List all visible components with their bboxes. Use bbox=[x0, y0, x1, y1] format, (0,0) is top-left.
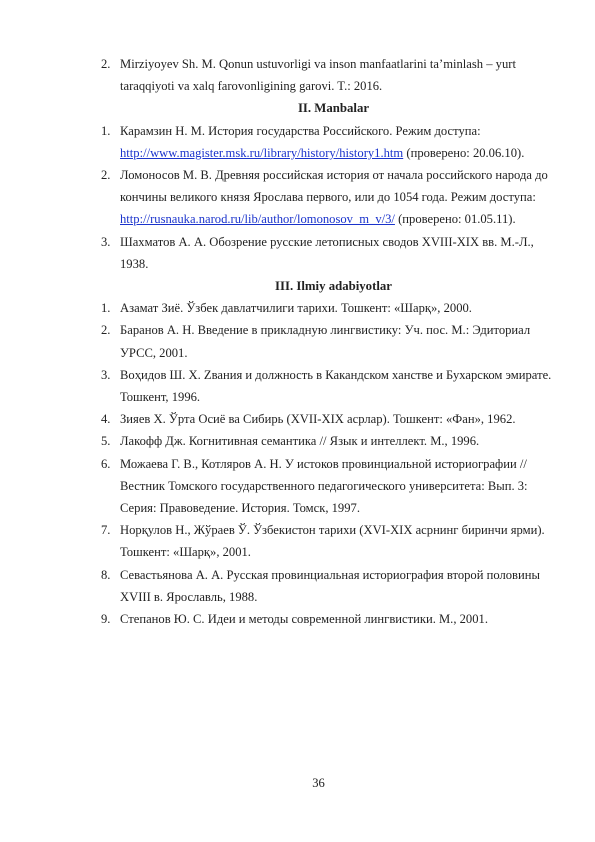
item-number: 1. bbox=[101, 301, 111, 316]
item-number: 8. bbox=[101, 567, 111, 582]
item-text-suffix: (проверено: 20.06.10). bbox=[403, 145, 525, 160]
list-item bbox=[0, 453, 595, 520]
page-number: 36 bbox=[312, 776, 325, 790]
item-number: 2. bbox=[101, 57, 111, 71]
item-number: 1. bbox=[101, 123, 111, 138]
item-number: 2. bbox=[101, 323, 111, 338]
item-text: Севастьянова А. А. Русская провинциальная историография второй половины XVIII в. Ярославль, 1988. bbox=[120, 567, 540, 604]
item-number: 5. bbox=[101, 434, 111, 449]
item-text: Степанов Ю. С. Идеи и методы современной лингвистики. М., 2001. bbox=[120, 612, 488, 627]
list-item bbox=[0, 231, 595, 275]
item-number: 3. bbox=[101, 367, 111, 382]
list-item bbox=[0, 120, 595, 164]
item-text: Норқулов Н., Жўраев Ў. Ўзбекистон тарихи (XVI-XIX асрнинг биринчи ярми). Тошкент: «Шарқ», 2001. bbox=[120, 523, 545, 560]
item-text: Баранов А. Н. Введение в прикладную лингвистику: Уч. пос. М.: Эдиториал УРСС, 2001. bbox=[120, 323, 531, 360]
section-heading-literature: III. Ilmiy adabiyotlar bbox=[275, 279, 392, 294]
item-number: 7. bbox=[101, 523, 111, 538]
item-text: Карамзин Н. М. История государства Российского. Режим доступа: bbox=[120, 123, 481, 138]
item-text: Mirziyoyev Sh. M. Qonun ustuvorligi va inson manfaatlarini ta’minlash – yurt taraqqiyoti va xalq farovonligining garovi. T.: 2016. bbox=[120, 57, 516, 94]
list-item bbox=[0, 564, 595, 608]
list-item bbox=[0, 608, 595, 630]
list-item bbox=[0, 297, 595, 319]
item-text: Ломоносов М. В. Древняя российская история от начала российского народа до кончины великого князя Ярослава первого, или до 1054 года. Режим доступа: bbox=[120, 168, 548, 205]
item-text: Лакофф Дж. Когнитивная семантика // Язык и интеллект. М., 1996. bbox=[120, 434, 480, 449]
item-number: 9. bbox=[101, 612, 111, 627]
list-item bbox=[0, 164, 595, 231]
source-link[interactable]: http://rusnauka.narod.ru/lib/author/lomonosov_m_v/3/ bbox=[120, 212, 395, 227]
list-item bbox=[0, 364, 595, 408]
item-text: Можаева Г. В., Котляров А. Н. У истоков провинциальной историографии // Вестник Томского государственного педагогического университета: Вып. 3: Серия: Правоведение. История. Томск, 1997. bbox=[120, 456, 528, 516]
bibliography bbox=[0, 53, 595, 630]
item-number: 3. bbox=[101, 234, 111, 249]
item-number: 2. bbox=[101, 168, 111, 183]
source-link[interactable]: http://www.magister.msk.ru/library/history/history1.htm bbox=[120, 145, 404, 160]
item-text: Воҳидов Ш. Х. Zвания и должность в Какандском ханстве и Бухарском эмирате. Тошкент, 1996. bbox=[120, 367, 552, 405]
list-item bbox=[0, 408, 595, 430]
item-number: 4. bbox=[101, 412, 111, 427]
section-heading-sources: II. Manbalar bbox=[297, 101, 370, 116]
item-number: 6. bbox=[101, 456, 111, 471]
list-item bbox=[0, 53, 595, 97]
list-item bbox=[0, 519, 595, 563]
item-text: Зияев Х. Ўрта Осиё ва Сибирь (XVII-XIX асрлар). Тошкент: «Фан», 1962. bbox=[120, 412, 516, 427]
item-text: Азамат Зиё. Ўзбек давлатчилиги тарихи. Тошкент: «Шарқ», 2000. bbox=[120, 301, 472, 316]
item-text: Шахматов А. А. Обозрение русские летописных сводов XVIII-XIX вв. М.-Л., 1938. bbox=[120, 234, 534, 271]
list-item bbox=[0, 430, 595, 452]
item-text-suffix: (проверено: 01.05.11). bbox=[394, 212, 516, 227]
list-item bbox=[0, 319, 595, 363]
